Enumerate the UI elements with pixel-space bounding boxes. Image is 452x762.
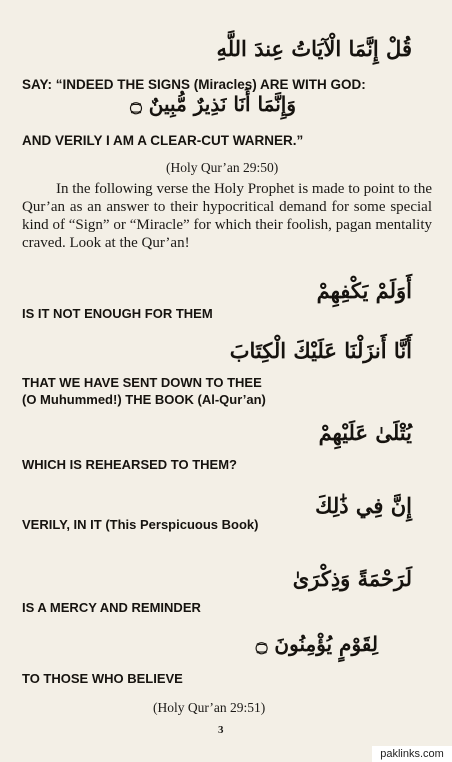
reference-29-50: (Holy Qur’an 29:50) xyxy=(166,160,279,175)
english-line-6: VERILY, IN IT (This Perspicuous Book) xyxy=(22,517,259,532)
arabic-verse-4: أَنَّا أَنزَلْنَا عَلَيْكَ الْكِتَابَ xyxy=(229,338,412,363)
english-line-4: THAT WE HAVE SENT DOWN TO THEE xyxy=(22,375,262,390)
english-line-2: AND VERILY I AM A CLEAR-CUT WARNER.” xyxy=(22,133,304,148)
english-line-7: IS A MERCY AND REMINDER xyxy=(22,600,201,615)
reference-29-51: (Holy Qur’an 29:51) xyxy=(153,700,266,715)
arabic-verse-6: إِنَّ فِي ذَٰلِكَ xyxy=(315,493,412,518)
arabic-verse-7: لَرَحْمَةً وَذِكْرَىٰ xyxy=(292,566,412,591)
page-number: 3 xyxy=(218,724,224,736)
arabic-verse-1: قُلْ إِنَّمَا الْآيَاتُ عِندَ اللَّهِ xyxy=(216,36,412,61)
commentary-paragraph: In the following verse the Holy Prophet is made to point to the Qur’an as an answer to their hypocritical demand for some special kind of “Sign” or “Miracle” for which their foolish, pagan mentality craved. Look at the Qur’an! xyxy=(22,181,432,251)
english-line-8: TO THOSE WHO BELIEVE xyxy=(22,671,183,686)
arabic-verse-8: لِقَوْمٍ يُؤْمِنُونَ ۝ xyxy=(255,632,378,656)
english-line-5: WHICH IS REHEARSED TO THEM? xyxy=(22,457,237,472)
arabic-verse-3: أَوَلَمْ يَكْفِهِمْ xyxy=(316,278,412,303)
english-line-1: SAY: “INDEED THE SIGNS (Miracles) ARE WITH GOD: xyxy=(22,77,366,92)
arabic-verse-2: وَإِنَّمَا أَنَا نَذِيرٌ مُّبِينٌ ۝ xyxy=(130,92,296,116)
english-line-3: IS IT NOT ENOUGH FOR THEM xyxy=(22,306,213,321)
watermark: paklinks.com xyxy=(372,746,452,762)
arabic-verse-5: يُتْلَىٰ عَلَيْهِمْ xyxy=(318,420,412,445)
english-line-4b: (O Muhummed!) THE BOOK (Al-Qur’an) xyxy=(22,392,266,407)
